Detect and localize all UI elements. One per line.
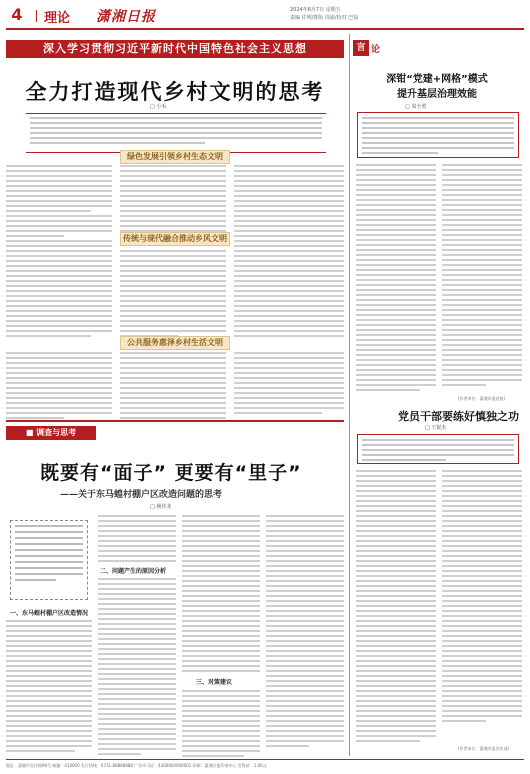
- article2-author: □ 杨佳龙: [150, 504, 172, 510]
- article2-editor-note: [10, 520, 88, 600]
- article2-heading-1: 一、东马蝗村棚户区改造情况: [10, 610, 89, 617]
- article4-col1: [356, 470, 436, 745]
- page-footer: 地址：潇湘市宣传路99号 邮编：410000 发行热线：0731-88888888 广告许可证：4300004000001 印刷：潇湘日报印务中心 零售价：1.00元: [6, 759, 524, 771]
- article1-col9: [234, 352, 344, 417]
- newspaper-logo: 潇湘日报: [96, 9, 156, 25]
- article4-author: □ 王锐杰: [425, 425, 447, 431]
- commentary-tag-text: 论: [371, 45, 381, 55]
- article1-col1: [6, 165, 112, 240]
- article2-col4: [266, 515, 344, 750]
- article1-col2: [120, 165, 226, 240]
- article4-col2: [442, 470, 522, 725]
- article4-credit: (作者单位：潇湘市委宣传部): [458, 746, 510, 751]
- series-banner: 深入学习贯彻习近平新时代中国特色社会主义思想: [6, 40, 344, 58]
- article3-col1: [356, 164, 436, 394]
- article1-author: □ 小禾: [150, 104, 167, 110]
- page-number: 4: [6, 4, 28, 26]
- article3-credit: (作者单位：潇湘市委党校): [458, 396, 506, 401]
- section-divider: [6, 420, 344, 422]
- header-meta: 2024年6月7日 星期五 责编 许明/排版 周渝/校对 巴侃: [290, 7, 359, 21]
- article2-tag: ■ 调查与思考: [6, 426, 96, 440]
- article2-title: 既要有“面子” 更要有“里子”: [40, 462, 302, 484]
- article2-col2: [98, 515, 176, 565]
- article3-author: □ 周全勇: [405, 104, 427, 110]
- article1-col3: [234, 165, 344, 240]
- article1-col8: [120, 352, 226, 422]
- page-header: [6, 4, 524, 30]
- article2-col1: [6, 620, 92, 755]
- article2-heading-3: 三、对策建议: [196, 679, 233, 686]
- article1-subhead-2: 传统与现代融合推动乡风文明: [120, 232, 230, 246]
- article1-col4: [6, 240, 112, 340]
- article1-subhead-3: 公共服务惠泽乡村生活文明: [120, 336, 230, 350]
- article1-col6: [234, 240, 344, 340]
- section-name: 理论: [44, 11, 71, 26]
- article3-abstract: [357, 112, 519, 158]
- article2-col3b: [182, 690, 260, 760]
- article2-col2b: [98, 578, 176, 758]
- article2-heading-2: 二、问题产生的原因分析: [100, 568, 167, 575]
- article3-title: 深钳“党建+网格”模式 提升基层治理效能: [386, 74, 488, 100]
- article2-subtitle: ——关于东马蝗村棚户区改造问题的思考: [60, 490, 223, 500]
- article4-title: 党员干部要练好慎独之功: [398, 410, 519, 423]
- article4-abstract: [357, 434, 519, 464]
- header-separator: [36, 10, 37, 22]
- article1-col7: [6, 352, 112, 422]
- article2-col3: [182, 515, 260, 675]
- article1-col5: [120, 250, 226, 340]
- commentary-tag: 言: [353, 40, 369, 56]
- article1-title: 全力打造现代乡村文明的思考: [25, 80, 325, 104]
- article3-col2: [442, 164, 522, 389]
- article1-abstract: [26, 113, 326, 153]
- article1-subhead-1: 绿色发展引领乡村生态文明: [120, 150, 230, 164]
- column-rule: [349, 34, 350, 756]
